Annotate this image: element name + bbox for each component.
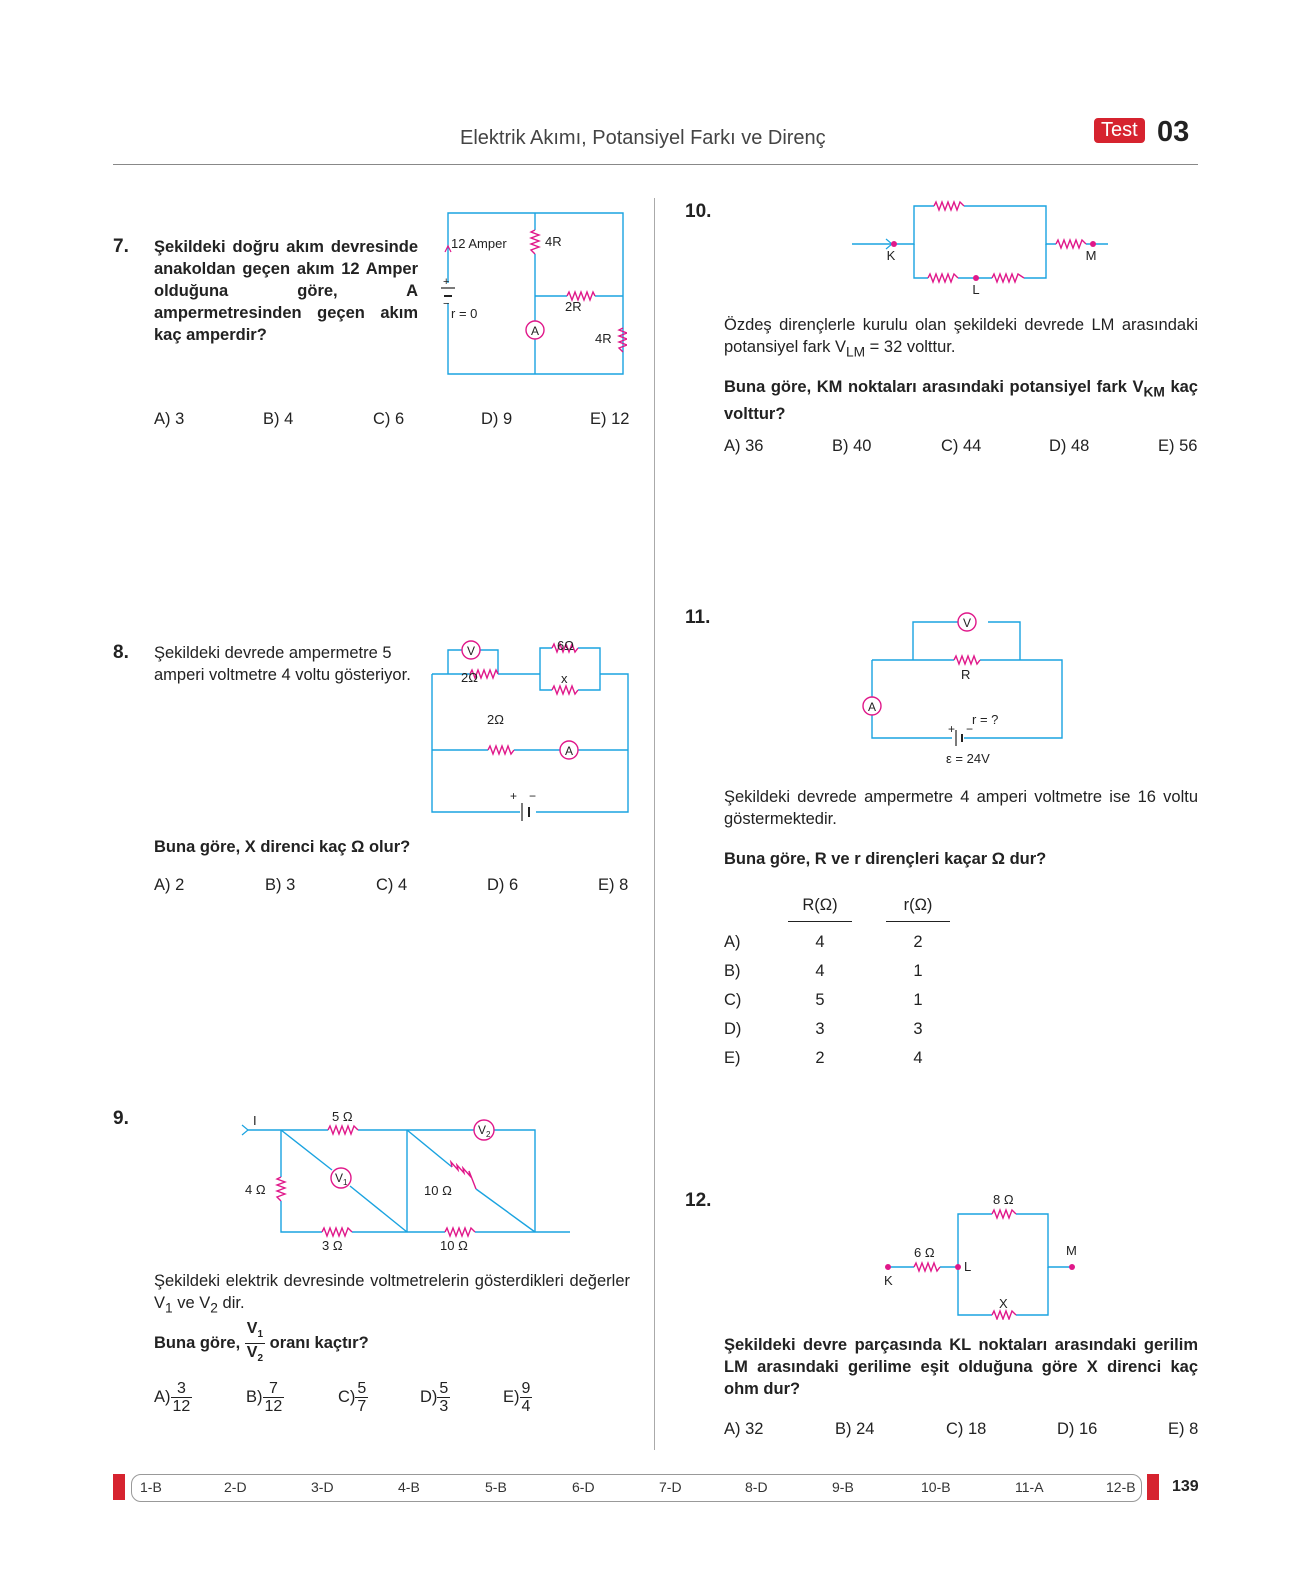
q7-current-label: 12 Amper: [451, 236, 507, 251]
chapter-title: Elektrik Akımı, Potansiyel Farkı ve Direnç: [460, 127, 826, 149]
q7-option-e[interactable]: E) 12: [590, 410, 630, 428]
q9-r10a-label: 10 Ω: [424, 1183, 452, 1198]
q9-text-sub2: 2: [210, 1300, 218, 1316]
q8-x-label: x: [561, 671, 568, 686]
answer-key-bar: [131, 1474, 1142, 1502]
answer-key-item: 1-B: [140, 1479, 162, 1495]
test-badge: Test: [1094, 118, 1145, 143]
q7-circuit-figure: [437, 208, 627, 378]
q12-option-c[interactable]: C) 18: [946, 1420, 987, 1438]
q9-question-pre: Buna göre,: [154, 1334, 241, 1353]
q9-v2-label: V: [478, 1123, 487, 1137]
q11-question: Buna göre, R ve r dirençleri kaçar Ω dur?: [724, 850, 1047, 868]
q8-r3-label: 2Ω: [487, 712, 504, 727]
q10-question: [724, 376, 1198, 425]
q11-ammeter-label: A: [867, 700, 877, 714]
q7-minus: −: [443, 298, 450, 310]
q11-option-a[interactable]: A) 4 2: [724, 932, 923, 951]
q11-voltmeter-label: V: [962, 616, 972, 630]
q12-k-label: K: [884, 1273, 893, 1288]
q11-option-c[interactable]: C) 5 1: [724, 990, 923, 1009]
q8-option-e[interactable]: E) 8: [598, 876, 629, 894]
q11-option-e[interactable]: E) 2 4: [724, 1048, 923, 1067]
q9-v1-sub: 1: [343, 1178, 348, 1187]
q12-x-label: X: [999, 1296, 1008, 1311]
column-divider: [654, 198, 655, 1450]
q12-number: 12.: [685, 1190, 712, 1211]
q10-option-b[interactable]: B) 40: [832, 437, 872, 455]
q8-circuit-figure: [430, 632, 630, 822]
q11-r-label: R: [961, 667, 971, 682]
answer-key-item: 8-D: [745, 1479, 768, 1495]
q11-plus: +: [948, 722, 956, 736]
footer-right-marker: [1147, 1474, 1159, 1500]
q7-option-a[interactable]: A) 3: [154, 410, 185, 428]
q10-option-a[interactable]: A) 36: [724, 437, 764, 455]
q9-option-e[interactable]: E) $\frac{9}{4}$: [503, 1380, 531, 1415]
q12-option-a[interactable]: A) 32: [724, 1420, 764, 1438]
q7-plus: +: [443, 276, 450, 288]
q8-plus: +: [510, 789, 518, 803]
answer-key-item: 5-B: [485, 1479, 507, 1495]
q10-circuit-figure: [850, 198, 1110, 298]
q11-circuit-figure: [856, 608, 1076, 768]
q10-option-d[interactable]: D) 48: [1049, 437, 1090, 455]
q11-answer-table: [724, 891, 950, 1073]
q9-current-label: I: [253, 1113, 257, 1128]
q9-v1-label: V: [335, 1171, 344, 1185]
q11-option-d[interactable]: D) 3 3: [724, 1019, 923, 1038]
q8-ammeter-label: A: [564, 744, 574, 758]
q10-option-e[interactable]: E) 56: [1158, 437, 1198, 455]
answer-key-item: 9-B: [832, 1479, 854, 1495]
q9-ratio: $\frac{V_1}{V_2}$: [246, 1320, 264, 1365]
q9-v2-sub: 2: [486, 1130, 491, 1139]
q9-question: [154, 1320, 369, 1367]
q11-number: 11.: [685, 607, 711, 628]
q9-text-mid: ve V: [172, 1294, 211, 1312]
q8-option-b[interactable]: B) 3: [265, 876, 296, 894]
q11-col-small-r: r(Ω): [886, 891, 950, 921]
q12-circuit-figure: [876, 1190, 1096, 1320]
q9-text: [154, 1270, 630, 1319]
q9-number: 9.: [113, 1108, 129, 1129]
q10-number: 10.: [685, 201, 712, 222]
q12-r6-label: 6 Ω: [914, 1245, 935, 1260]
q8-option-d[interactable]: D) 6: [487, 876, 519, 894]
q10-text-post: = 32 volttur.: [865, 338, 956, 356]
q12-r8-label: 8 Ω: [993, 1192, 1014, 1207]
q12-l-label: L: [964, 1259, 972, 1274]
q11-col-r: R(Ω): [788, 891, 852, 921]
q10-question-pre: Buna göre, KM noktaları arasındaki potansiyel fark V: [724, 378, 1144, 396]
q9-r5-label: 5 Ω: [332, 1109, 353, 1124]
q10-question-sub: KM: [1143, 384, 1165, 400]
q9-circuit-figure: [240, 1105, 570, 1255]
q8-r1-label: 2Ω: [461, 670, 478, 685]
answer-key-item: 7-D: [659, 1479, 682, 1495]
q10-l-label: L: [972, 282, 980, 297]
q12-m-label: M: [1066, 1243, 1077, 1258]
q7-r2-label: 2R: [565, 299, 582, 314]
q12-text: Şekildeki devre parçasında KL noktaları arasındaki gerilim LM arasındaki gerilime eşit olduğuna göre X direnci kaç ohm dur?: [724, 1336, 1198, 1398]
answer-key-item: 4-B: [398, 1479, 420, 1495]
answer-key-item: 11-A: [1015, 1479, 1044, 1495]
test-number: 03: [1157, 116, 1190, 148]
q8-minus: −: [529, 789, 537, 803]
q11-emf-label: ε = 24V: [946, 751, 990, 766]
q8-option-c[interactable]: C) 4: [376, 876, 408, 894]
answer-key-item: 6-D: [572, 1479, 595, 1495]
q7-r-label: r = 0: [451, 306, 478, 321]
q9-option-b[interactable]: B) $\frac{7}{12}$: [246, 1380, 283, 1415]
q9-r10b-label: 10 Ω: [440, 1238, 468, 1253]
q10-question-post: kaç volttur?: [724, 378, 1198, 424]
q8-voltmeter-label: V: [466, 644, 476, 658]
q9-option-a[interactable]: A) $\frac{3}{12}$: [154, 1380, 191, 1415]
q12-option-b[interactable]: B) 24: [835, 1420, 875, 1438]
q7-r3-label: 4R: [595, 331, 612, 346]
q8-number: 8.: [113, 642, 129, 663]
answer-key-item: 2-D: [224, 1479, 247, 1495]
q9-text-sub1: 1: [165, 1300, 173, 1316]
q10-text-sub: LM: [845, 344, 866, 360]
q8-text: Şekildeki devrede ampermetre 5 amperi voltmetre 4 voltu gösteriyor.: [154, 644, 411, 684]
q7-r1-label: 4R: [545, 234, 562, 249]
q11-rq-label: r = ?: [972, 712, 999, 727]
q12-option-e[interactable]: E) 8: [1168, 1420, 1199, 1438]
q9-text-end: dir.: [217, 1294, 245, 1312]
header-rule: [113, 164, 1198, 165]
q10-k-label: K: [886, 248, 896, 263]
q11-minus: −: [966, 722, 974, 736]
q8-question: Buna göre, X direnci kaç Ω olur?: [154, 838, 411, 856]
q11-text: Şekildeki devrede ampermetre 4 amperi voltmetre ise 16 voltu göstermektedir.: [724, 788, 1198, 828]
q7-ammeter-label: A: [530, 324, 540, 338]
q8-r2-label: 6Ω: [557, 638, 574, 653]
answer-key-item: 12-B: [1106, 1479, 1136, 1495]
footer-left-marker: [113, 1474, 125, 1500]
q9-text-main: Şekildeki elektrik devresinde voltmetrelerin gösterdikleri değerler V: [154, 1272, 630, 1312]
q7-option-c[interactable]: C) 6: [373, 410, 405, 428]
answer-key-item: 3-D: [311, 1479, 334, 1495]
q10-option-c[interactable]: C) 44: [941, 437, 982, 455]
q7-text: Şekildeki doğru akım devresinde anakoldan geçen akım 12 Amper olduğuna göre, A ampermetresinden geçen akım kaç amperdir?: [154, 238, 418, 344]
page-number: 139: [1172, 1478, 1199, 1495]
q10-text: [724, 314, 1198, 363]
q9-question-post: oranı kaçtır?: [269, 1334, 369, 1353]
q9-r3-label: 3 Ω: [322, 1238, 343, 1253]
q7-option-d[interactable]: D) 9: [481, 410, 513, 428]
q10-text-pre: Özdeş dirençlerle kurulu olan şekildeki devrede LM arasındaki potansiyel fark V: [724, 316, 1198, 356]
q7-number: 7.: [113, 236, 129, 257]
q9-option-c[interactable]: C) $\frac{5}{7}$: [338, 1380, 367, 1415]
q7-option-b[interactable]: B) 4: [263, 410, 294, 428]
answer-key-item: 10-B: [921, 1479, 951, 1495]
q9-r4-label: 4 Ω: [245, 1182, 266, 1197]
q10-m-label: M: [1085, 248, 1097, 263]
q12-option-d[interactable]: D) 16: [1057, 1420, 1098, 1438]
q9-option-d[interactable]: D) $\frac{5}{3}$: [420, 1380, 449, 1415]
q8-option-a[interactable]: A) 2: [154, 876, 185, 894]
q11-option-b[interactable]: B) 4 1: [724, 961, 923, 980]
